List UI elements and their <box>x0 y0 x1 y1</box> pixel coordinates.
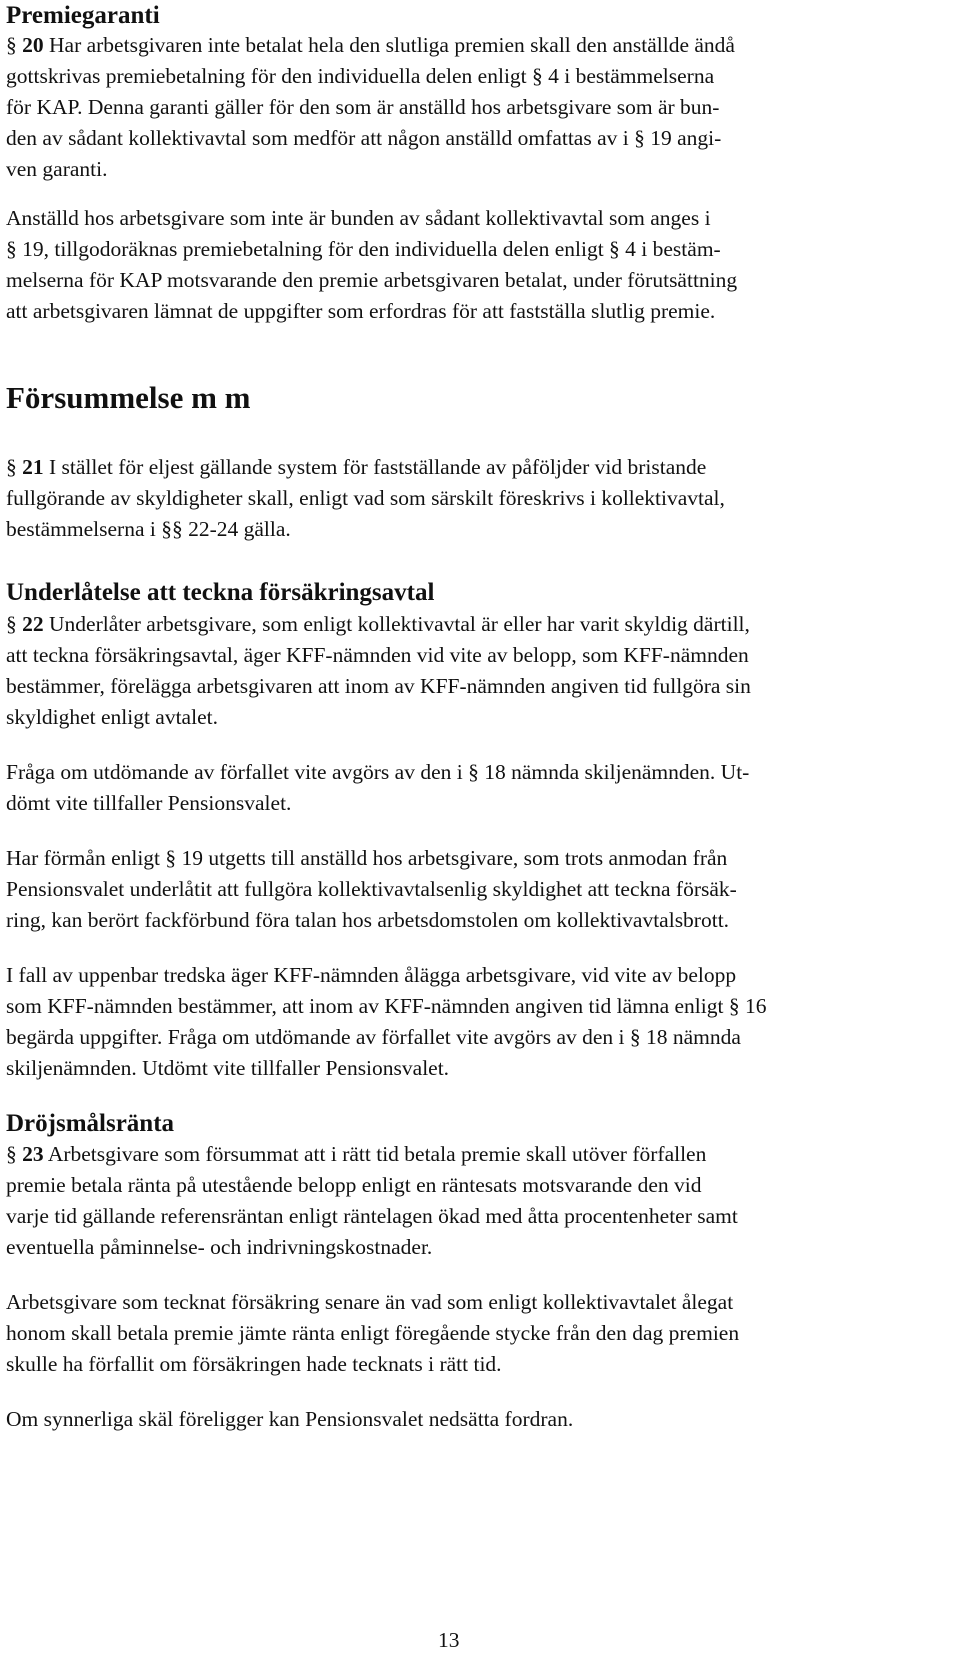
paragraph-formaner <box>6 843 946 936</box>
paragraph-line: bestämmelserna i §§ 22-24 gälla. <box>6 517 291 541</box>
paragraph-anstalld <box>6 203 946 327</box>
paragraph-text: Har arbetsgivaren inte betalat hela den slutliga premien skall den anställde ändå <box>49 33 735 57</box>
paragraph-line: skulle ha förfallit om försäkringen hade tecknats i rätt tid. <box>6 1352 502 1376</box>
paragraph-line: skiljenämnden. Utdömt vite tillfaller Pensionsvalet. <box>6 1056 450 1080</box>
section-sign: § <box>6 455 17 479</box>
paragraph-line: bestämmer, förelägga arbetsgivaren att inom av KFF-nämnden angiven tid fullgöra sin <box>6 674 751 698</box>
paragraph-line: för KAP. Denna garanti gäller för den som är anställd hos arbetsgivare som är bun- <box>6 95 720 119</box>
section-heading-forsummelse: Försummelse m m <box>6 380 251 415</box>
page-number: 13 <box>438 1628 460 1652</box>
section-number: 22 <box>22 612 44 636</box>
paragraph-line <box>6 452 946 483</box>
paragraph-line: den av sådant kollektivavtal som medför att någon anställd omfattas av i § 19 angi- <box>6 126 722 150</box>
paragraph-line: ring, kan berört fackförbund föra talan hos arbetsdomstolen om kollektivavtalsbrott. <box>6 908 730 932</box>
section-sign: § <box>6 612 17 636</box>
paragraph-23 <box>6 1139 946 1263</box>
section-sign: § <box>6 33 17 57</box>
paragraph-line: honom skall betala premie jämte ränta enligt föregående stycke från den dag premien <box>6 1321 740 1345</box>
paragraph-line: Fråga om utdömande av förfallet vite avgörs av den i § 18 nämnda skiljenämnden. Ut- <box>6 760 750 784</box>
paragraph-line: som KFF-nämnden bestämmer, att inom av KFF-nämnden angiven tid lämna enligt § 16 <box>6 994 767 1018</box>
section-number: 20 <box>22 33 44 57</box>
section-heading-premiegaranti: Premiegaranti <box>6 2 160 29</box>
paragraph-22 <box>6 609 946 733</box>
paragraph-line: eventuella påminnelse- och indrivningskostnader. <box>6 1235 433 1259</box>
paragraph-tredska <box>6 960 946 1084</box>
paragraph-line: premie betala ränta på utestående belopp enligt en räntesats motsvarande den vid <box>6 1173 702 1197</box>
paragraph-line: Har förmån enligt § 19 utgetts till anställd hos arbetsgivare, som trots anmodan från <box>6 846 728 870</box>
paragraph-line: begärda uppgifter. Fråga om utdömande av förfallet vite avgörs av den i § 18 nämnda <box>6 1025 741 1049</box>
paragraph-line: att teckna försäkringsavtal, äger KFF-nämnden vid vite av belopp, som KFF-nämnden <box>6 643 749 667</box>
section-heading-drojsmalsranta: Dröjsmålsränta <box>6 1110 175 1137</box>
paragraph-line: gottskrivas premiebetalning för den individuella delen enligt § 4 i bestämmelserna <box>6 64 715 88</box>
paragraph-line: Anställd hos arbetsgivare som inte är bunden av sådant kollektivavtal som anges i <box>6 206 711 230</box>
paragraph-line: Arbetsgivare som tecknat försäkring senare än vad som enligt kollektivavtalet ålegat <box>6 1290 734 1314</box>
paragraph-line: § 19, tillgodoräknas premiebetalning för den individuella delen enligt § 4 i bestäm- <box>6 237 721 261</box>
paragraph-line: att arbetsgivaren lämnat de uppgifter som erfordras för att fastställa slutlig premie. <box>6 299 716 323</box>
paragraph-20 <box>6 30 946 185</box>
paragraph-line: ven garanti. <box>6 157 108 181</box>
paragraph-line: Pensionsvalet underlåtit att fullgöra kollektivavtalsenlig skyldighet att teckna försäk- <box>6 877 737 901</box>
paragraph-senare-tecknat <box>6 1287 946 1380</box>
paragraph-line: skyldighet enligt avtalet. <box>6 705 218 729</box>
paragraph-synnerliga-skal <box>6 1404 946 1435</box>
paragraph-text: Underlåter arbetsgivare, som enligt kollektivavtal är eller har varit skyldig därtill, <box>49 612 750 636</box>
paragraph-text: I stället för eljest gällande system för fastställande av påföljder vid bristande <box>49 455 707 479</box>
paragraph-line: I fall av uppenbar tredska äger KFF-nämnden ålägga arbetsgivare, vid vite av belopp <box>6 963 737 987</box>
paragraph-line <box>6 609 946 640</box>
section-sign: § <box>6 1142 17 1166</box>
paragraph-line <box>6 30 946 61</box>
section-number: 23 <box>22 1142 44 1166</box>
paragraph-vite-skiljenamnd <box>6 757 946 819</box>
paragraph-line: fullgörande av skyldigheter skall, enligt vad som särskilt föreskrivs i kollektivavtal, <box>6 486 725 510</box>
paragraph-line <box>6 1139 946 1170</box>
section-number: 21 <box>22 455 44 479</box>
paragraph-line: Om synnerliga skäl föreligger kan Pensionsvalet nedsätta fordran. <box>6 1407 574 1431</box>
paragraph-line: varje tid gällande referensräntan enligt räntelagen ökad med åtta procentenheter samt <box>6 1204 738 1228</box>
paragraph-text: Arbetsgivare som försummat att i rätt tid betala premie skall utöver förfallen <box>47 1142 707 1166</box>
paragraph-21 <box>6 452 946 545</box>
paragraph-line: dömt vite tillfaller Pensionsvalet. <box>6 791 292 815</box>
section-heading-underlatelse: Underlåtelse att teckna försäkringsavtal <box>6 579 435 606</box>
paragraph-line: melserna för KAP motsvarande den premie arbetsgivaren betalat, under förutsättning <box>6 268 738 292</box>
